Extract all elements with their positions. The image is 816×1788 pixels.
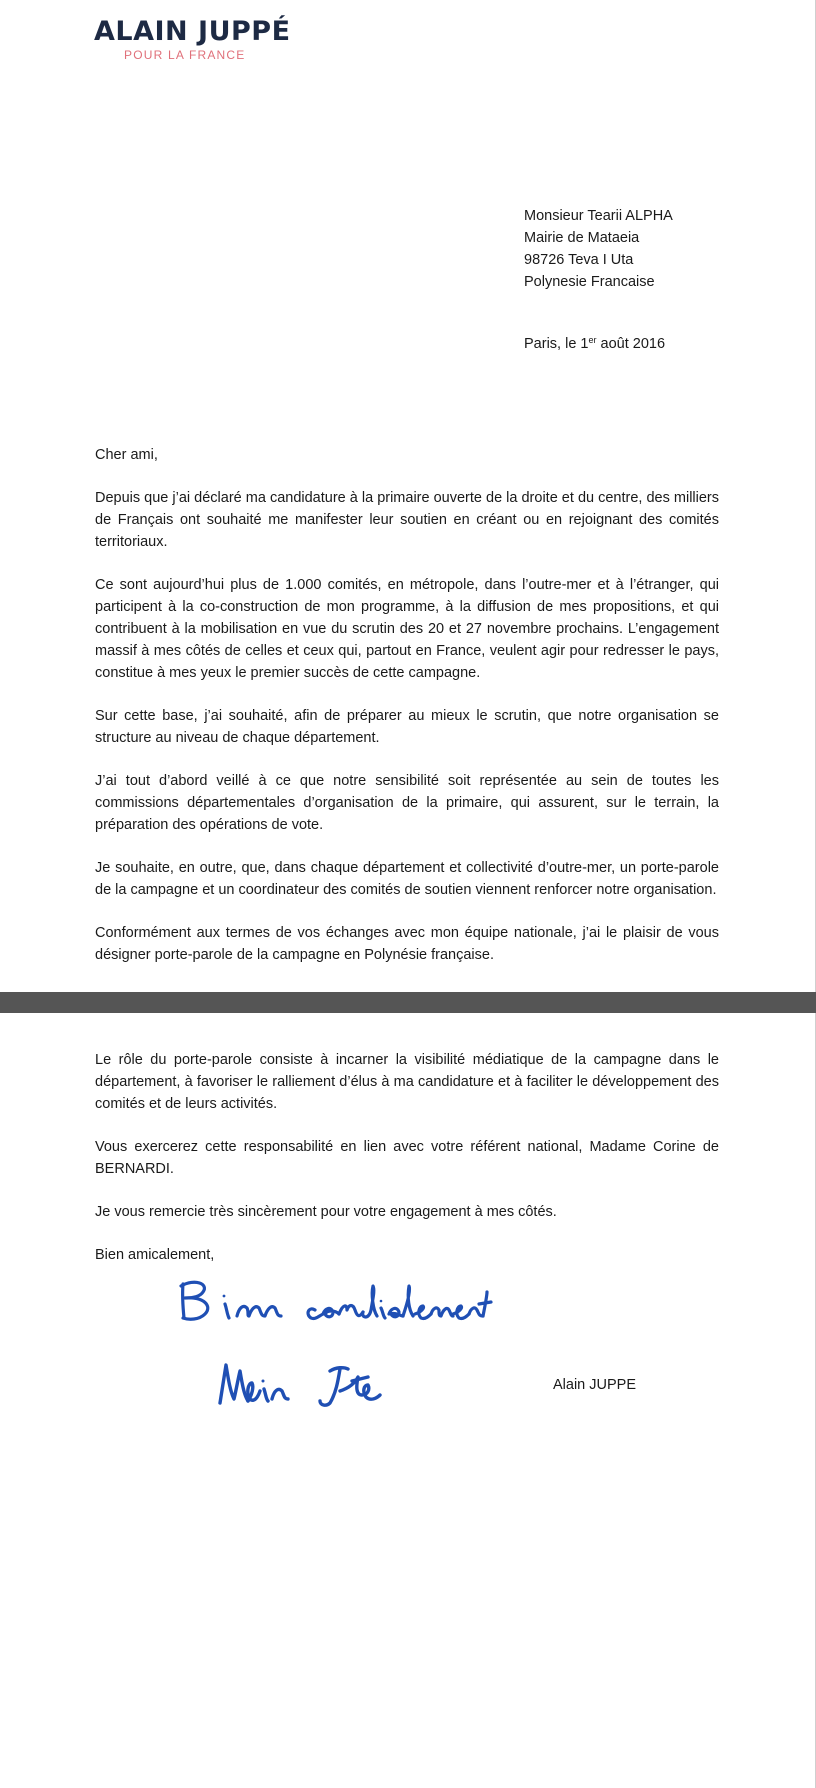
- paragraph: Je vous remercie très sincèrement pour votre engagement à mes côtés.: [95, 1204, 557, 1220]
- recipient-line: 98726 Teva I Uta: [524, 252, 634, 268]
- letterhead-name: ALAIN JUPPÉ: [94, 16, 291, 47]
- paragraph: Sur cette base, j’ai souhaité, afin de préparer au mieux le scrutin, que notre organisation se structure au niveau de chaque département.: [95, 708, 719, 746]
- date-suffix: août 2016: [596, 336, 666, 352]
- letter-date: [524, 335, 665, 352]
- paragraph: Ce sont aujourd’hui plus de 1.000 comités, en métropole, dans l’outre-mer et à l’étranger, qui participent à la co-construction de mon programme, à la diffusion de mes propositions, et qui contribuent à la mobilisation en vue du scrutin des 20 et 27 novembre prochains. L’engagement massif à mes côtés de celles et ceux qui, partout en France, veulent agir pour redresser le pays, constitue à mes yeux le premier succès de cette campagne.: [95, 577, 719, 681]
- page-separator: [0, 992, 816, 1013]
- paragraph: Conformément aux termes de vos échanges avec mon équipe nationale, j’ai le plaisir de vous désigner porte-parole de la campagne en Polynésie française.: [95, 925, 719, 963]
- recipient-line: Monsieur Tearii ALPHA: [524, 208, 673, 224]
- paragraph: Je souhaite, en outre, que, dans chaque département et collectivité d’outre-mer, un porte-parole de la campagne et un coordinateur des comités de soutien viennent renforcer notre organisation.: [95, 860, 719, 898]
- signature: [212, 1355, 402, 1413]
- letter-page-2: [0, 1013, 816, 1788]
- paragraph: Depuis que j’ai déclaré ma candidature à la primaire ouverte de la droite et du centre, des milliers de Français ont souhaité me manifester leur soutien en créant ou en rejoignant des comités territoriaux.: [95, 490, 719, 550]
- greeting: Cher ami,: [95, 447, 158, 463]
- recipient-line: Polynesie Francaise: [524, 274, 655, 290]
- recipient-line: Mairie de Mataeia: [524, 230, 640, 246]
- date-superscript: er: [588, 335, 597, 345]
- paragraph: J’ai tout d’abord veillé à ce que notre sensibilité soit représentée au sein de toutes les commissions départementales d’organisation de la primaire, qui assurent, sur le terrain, la préparation des opérations de vote.: [95, 773, 719, 833]
- closing: Bien amicalement,: [95, 1247, 215, 1263]
- date-prefix: Paris, le 1: [524, 336, 589, 352]
- letter-body-page-2: [95, 1049, 719, 1287]
- letterhead-tagline: POUR LA FRANCE: [124, 48, 246, 62]
- paragraph: Vous exercerez cette responsabilité en lien avec votre référent national, Madame Corine de BERNARDI.: [95, 1139, 719, 1177]
- recipient-address: [524, 205, 673, 293]
- signer-name: Alain JUPPE: [553, 1377, 637, 1393]
- handwritten-note: [175, 1274, 495, 1334]
- letter-body-page-1: [95, 444, 719, 987]
- paragraph: Le rôle du porte-parole consiste à incarner la visibilité médiatique de la campagne dans le département, à favoriser le ralliement d’élus à ma candidature et à faciliter le développement des comités et de leurs activités.: [95, 1052, 719, 1112]
